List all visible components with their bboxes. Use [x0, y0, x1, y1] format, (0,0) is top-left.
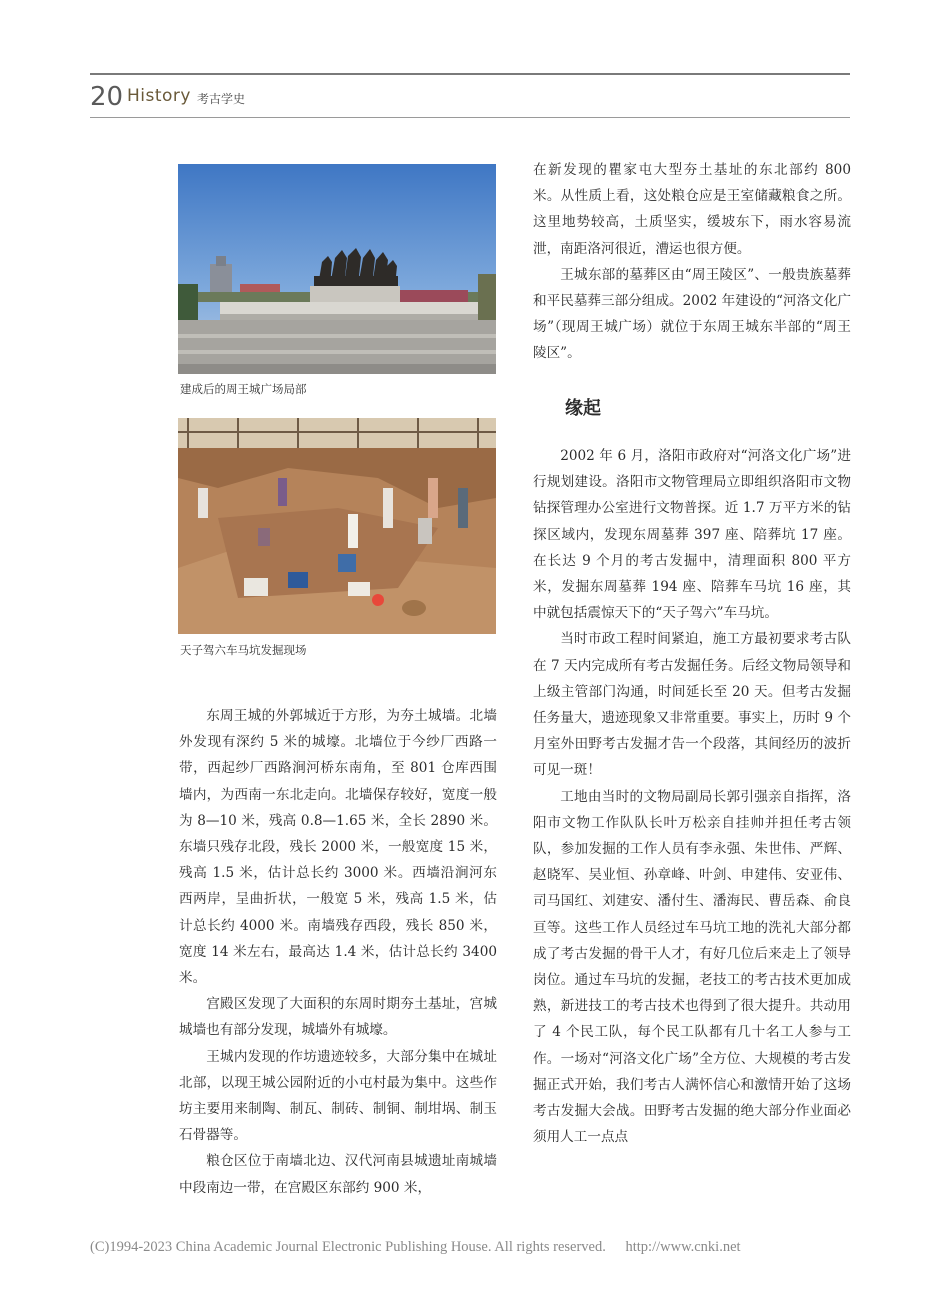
- header-bottom-rule: [90, 117, 850, 118]
- paragraph: 粮仓区位于南墙北边、汉代河南县城遗址南城墙中段南边一带，在宫殿区东部约 900 米，: [179, 1153, 497, 1196]
- left-column-text: [179, 703, 497, 1201]
- header-top-rule: [90, 73, 850, 75]
- plaza-photo: [178, 164, 496, 374]
- plaza-photo-caption: 建成后的周王城广场局部: [180, 382, 307, 396]
- paragraph: 宫殿区发现了大面积的东周时期夯土基址，宫城城墙也有部分发现，城墙外有城壕。: [179, 996, 497, 1039]
- section-title-en: History: [127, 86, 191, 106]
- paragraph: 东周王城的外郭城近于方形，为夯土城墙。北墙外发现有深约 5 米的城壕。北墙位于今纱厂西路一带，西起纱厂西路涧河桥东南角，至 801 仓库西围墙内，为西南一东北走向。北墙保存较好，宽度一般为 8—10 米，残高 0.8—1.65 米，全长 2890 米。东墙只残存北段，残长 2000 米，一般宽度 15 米，残高 1.5 米，估计总长约 3000 米。西墙沿涧河东西两岸，呈曲折状，一般宽 5 米，残高 1.5 米，估计总长约 4000 米。南墙残存西段，残长 850 米，宽度 14 米左右，最高达 1.4 米，估计总长约 3400 米。: [179, 708, 497, 987]
- paragraph: 王城东部的墓葬区由“周王陵区”、一般贵族墓葬和平民墓葬三部分组成。2002 年建设的“河洛文化广场”（现周王城广场）就位于东周王城东半部的“周王陵区”。: [533, 266, 851, 362]
- page-number: 20: [90, 82, 124, 112]
- paragraph: 2002 年 6 月，洛阳市政府对“河洛文化广场”进行规划建设。洛阳市文物管理局立即组织洛阳市文物钻探管理办公室进行文物普探。近 1.7 万平方米的钻探区域内，发现东周墓葬 397 座、陪葬坑 17 座。在长达 9 个月的考古发掘中，清理面积 800 平方米，发掘东周墓葬 194 座、陪葬车马坑 16 座，其中就包括震惊天下的“天子驾六”车马坑。: [533, 448, 851, 622]
- right-column-top-text: [533, 157, 851, 367]
- right-column-main-text: [533, 443, 851, 1150]
- paragraph: 当时市政工程时间紧迫，施工方最初要求考古队在 7 天内完成所有考古发掘任务。后经文物局领导和上级主管部门沟通，时间延长至 20 天。但考古发掘任务量大，遗迹现象又非常重要。事实上，历时 9 个月室外田野考古发掘才告一个段落，其间经历的波折可见一斑！: [533, 631, 851, 779]
- footer-copyright: [90, 1239, 860, 1256]
- excavation-photo-caption: 天子驾六车马坑发掘现场: [180, 643, 307, 657]
- excavation-photo: [178, 418, 496, 634]
- paragraph: 在新发现的瞿家屯大型夯土基址的东北部约 800 米。从性质上看，这处粮仓应是王室储藏粮食之所。这里地势较高，土质坚实，缓坡东下，雨水容易流泄，南距洛河很近，漕运也很方便。: [533, 162, 851, 257]
- cnki-link[interactable]: http://www.cnki.net: [625, 1239, 741, 1255]
- paragraph: 工地由当时的文物局副局长郭引强亲自指挥，洛阳市文物工作队队长叶万松亲自挂帅并担任考古领队，参加发掘的工作人员有李永强、朱世伟、严辉、赵晓军、吴业恒、孙章峰、叶剑、申建伟、安亚伟、司马国红、刘建安、潘付生、潘海民、曹岳森、俞良亘等。这些工作人员经过车马坑工地的洗礼大部分都成了考古发掘的骨干人才，有好几位后来走上了领导岗位。通过车马坑的发掘，老技工的考古技术更加成熟，新进技工的考古技术也得到了很大提升。共动用了 4 个民工队，每个民工队都有几十名工人参与工作。一场对“河洛文化广场”全方位、大规模的考古发掘正式开始，我们考古人满怀信心和激情开始了这场考古发掘大会战。田野考古发掘的绝大部分作业面必须用人工一点点: [533, 788, 851, 1146]
- copyright-text: (C)1994-2023 China Academic Journal Electronic Publishing House. All rights reserved.: [90, 1239, 606, 1255]
- section-heading: 缘起: [565, 398, 601, 419]
- paragraph: 王城内发现的作坊遗迹较多，大部分集中在城址北部，以现王城公园附近的小屯村最为集中。这些作坊主要用来制陶、制瓦、制砖、制铜、制坩埚、制玉石骨器等。: [179, 1048, 497, 1144]
- section-title-cn: 考古学史: [197, 92, 246, 106]
